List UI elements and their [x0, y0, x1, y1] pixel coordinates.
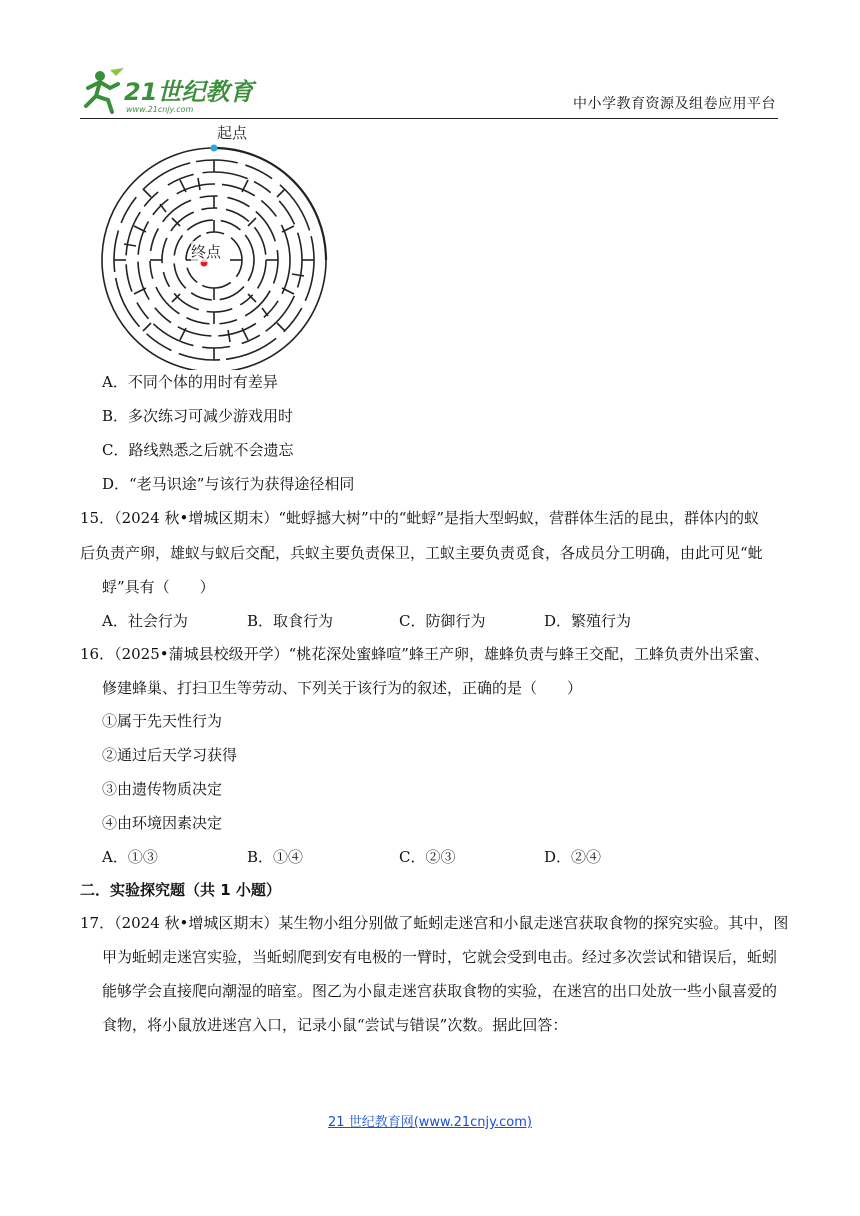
q16-statement-1: ①属于先天性行为 — [102, 712, 223, 730]
q15-stem-line-2: 后负责产卵，雄蚁与蚁后交配，兵蚁主要负责保卫，工蚁主要负责觅食，各成员分工明确，由此可见“蚍 — [80, 544, 763, 562]
q17-stem-line-4: 食物，将小鼠放进迷宫入口，记录小鼠“尝试与错误”次数。据此回答： — [102, 1016, 568, 1034]
q16-statement-2: ②通过后天学习获得 — [102, 746, 238, 764]
q15-stem-line-1: 15．（2024 秋•增城区期末）“蚍蜉撼大树”中的“蚍蜉”是指大型蚂蚁，营群体生活的昆虫，群体内的蚁 — [80, 509, 760, 527]
q16-option-a: A．①③ — [102, 848, 158, 866]
logo-text: 21世纪教育 — [124, 78, 254, 106]
q15-option-c: C．防御行为 — [399, 612, 486, 630]
start-label: 起点 — [217, 124, 248, 142]
end-label: 终点 — [191, 243, 222, 261]
platform-name: 中小学教育资源及组卷应用平台 — [573, 96, 776, 112]
page-header — [80, 66, 778, 119]
q15-stem-line-3: 蜉”具有（ ） — [102, 578, 215, 596]
q17-stem-line-1: 17．（2024 秋•增城区期末）某生物小组分别做了蚯蚓走迷宫和小鼠走迷宫获取食物的探究实验。其中，图 — [80, 914, 789, 932]
q15-option-b: B．取食行为 — [247, 612, 334, 630]
logo-url: www.21cnjy.com — [126, 105, 194, 114]
q17-stem-line-2: 甲为蚯蚓走迷宫实验，当蚯蚓爬到安有电极的一臂时，它就会受到电击。经过多次尝试和错误后，蚯蚓 — [102, 948, 778, 966]
q14-option-b: B．多次练习可减少游戏用时 — [102, 407, 294, 425]
running-man-icon — [86, 68, 124, 112]
q16-option-c: C．②③ — [399, 848, 456, 866]
footer-link[interactable]: 21 世纪教育网(www.21cnjy.com) — [328, 1115, 532, 1130]
q16-stem-line-1: 16．（2025•蒲城县校级开学）“桃花深处蜜蜂喧”蜂王产卵，雄蜂负责与蜂王交配，工蜂负责外出采蜜、 — [80, 645, 769, 663]
section-heading: 二．实验探究题（共 1 小题） — [80, 881, 281, 899]
q16-option-d: D．②④ — [544, 848, 602, 866]
q14-option-d: D．“老马识途”与该行为获得途径相同 — [102, 475, 355, 493]
q16-statement-4: ④由环境因素决定 — [102, 814, 223, 832]
logo — [80, 66, 260, 116]
q14-option-c: C．路线熟悉之后就不会遗忘 — [102, 441, 294, 459]
q16-stem-line-2: 修建蜂巢、打扫卫生等劳动、下列关于该行为的叙述，正确的是（ ） — [102, 679, 583, 697]
q14-option-a: A．不同个体的用时有差异 — [102, 373, 278, 391]
page-footer — [0, 1111, 860, 1130]
maze-figure — [100, 120, 330, 370]
q16-option-b: B．①④ — [247, 848, 304, 866]
q17-stem-line-3: 能够学会直接爬向潮湿的暗室。图乙为小鼠走迷宫获取食物的实验，在迷宫的出口处放一些小鼠喜爱的 — [102, 982, 778, 1000]
q15-option-a: A．社会行为 — [102, 612, 188, 630]
q15-option-d: D．繁殖行为 — [544, 612, 632, 630]
start-dot — [211, 145, 218, 152]
q16-statement-3: ③由遗传物质决定 — [102, 780, 223, 798]
